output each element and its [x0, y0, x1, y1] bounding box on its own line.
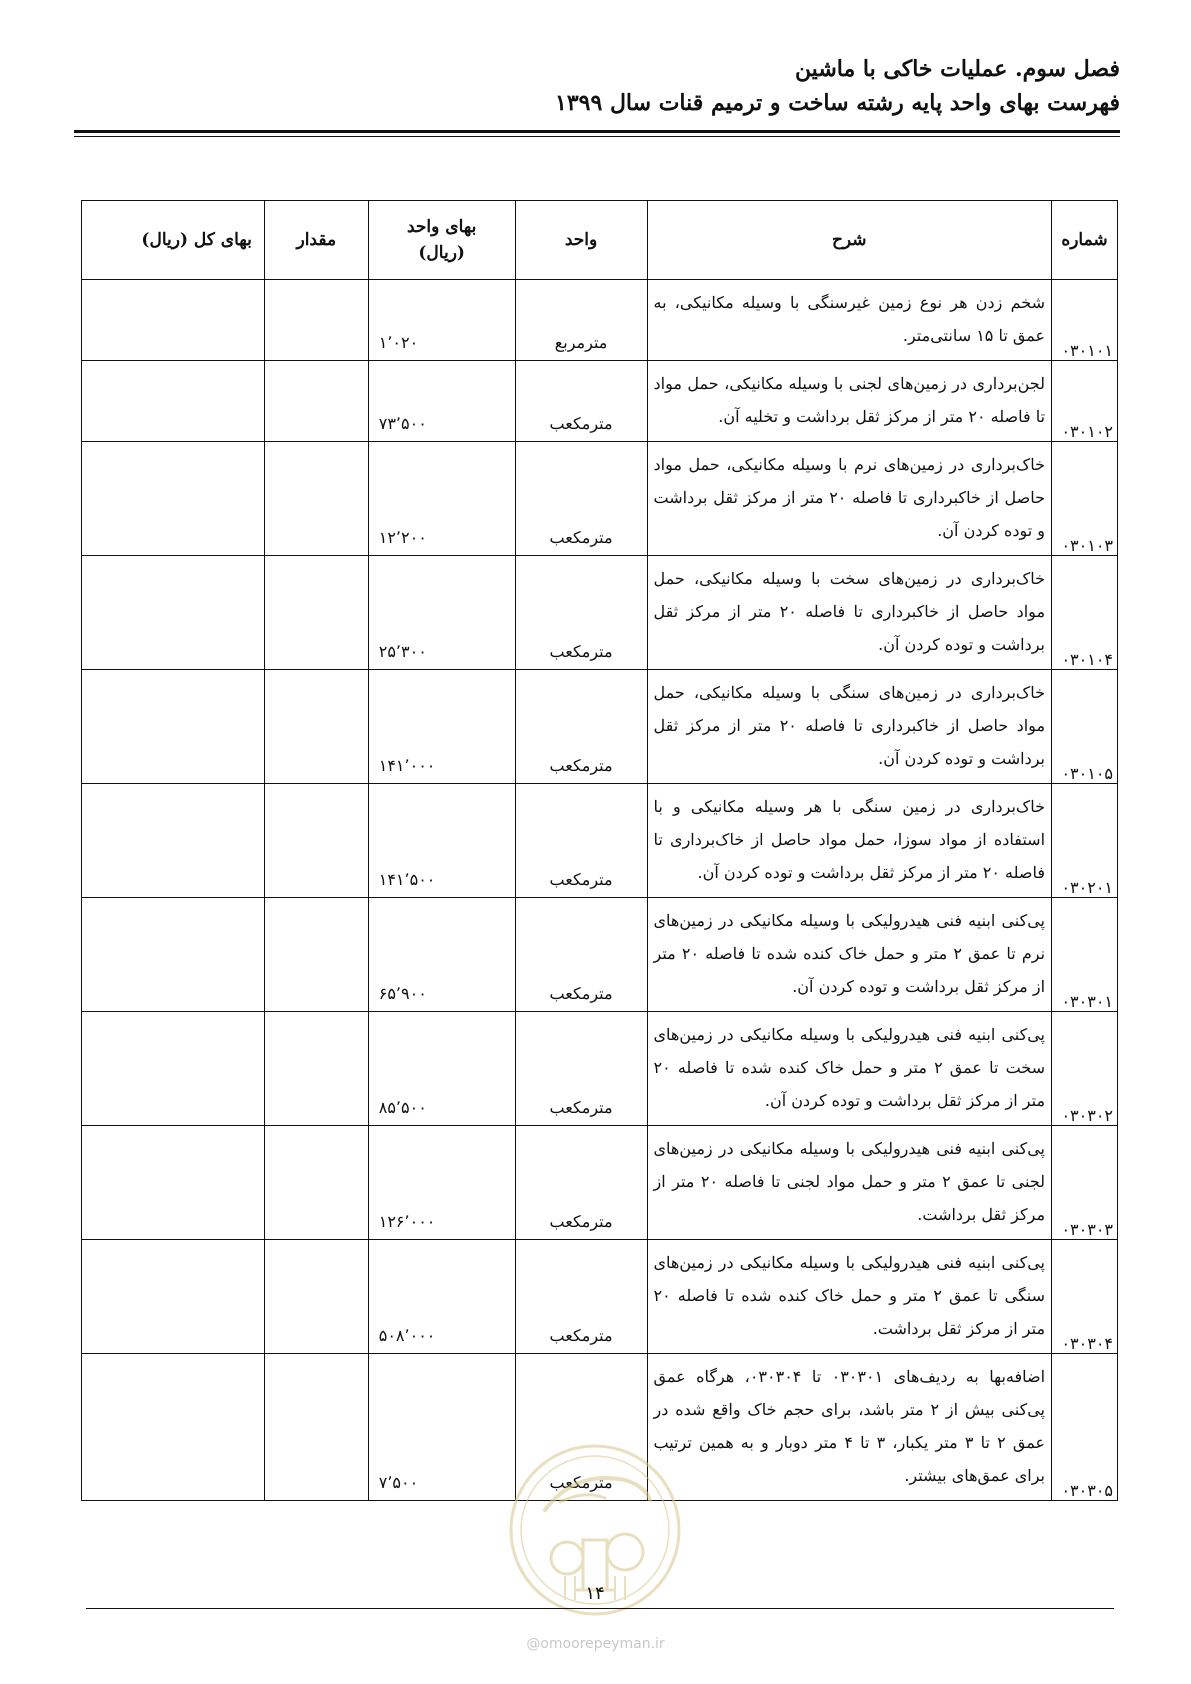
- row-unit: مترمکعب: [515, 1012, 647, 1126]
- row-quantity: [264, 556, 368, 670]
- row-unit: مترمکعب: [515, 898, 647, 1012]
- table-row: [82, 670, 1118, 784]
- row-unit-price: ۱۴۱٬۰۰۰: [368, 670, 515, 784]
- row-unit-price: ۷۳٬۵۰۰: [368, 361, 515, 442]
- row-unit-price: ۱۴۱٬۵۰۰: [368, 784, 515, 898]
- header-divider-thin: [74, 136, 1120, 137]
- row-quantity: [264, 1126, 368, 1240]
- row-unit: مترمکعب: [515, 1354, 647, 1501]
- table-row: [82, 898, 1118, 1012]
- header-divider-thick: [74, 130, 1120, 133]
- row-code: ۰۳۰۱۰۳: [1052, 442, 1118, 556]
- row-code: ۰۳۰۳۰۳: [1052, 1126, 1118, 1240]
- row-unit: مترمکعب: [515, 442, 647, 556]
- row-description: خاک‌برداری در زمین‌های نرم با وسیله مکانیکی، حمل مواد حاصل از خاکبرداری تا فاصله ۲۰ متر از مرکز ثقل برداشت و توده کردن آن.: [647, 442, 1052, 556]
- row-code: ۰۳۰۳۰۲: [1052, 1012, 1118, 1126]
- row-quantity: [264, 361, 368, 442]
- row-code: ۰۳۰۳۰۵: [1052, 1354, 1118, 1501]
- row-quantity: [264, 898, 368, 1012]
- row-description: پی‌کنی ابنیه فنی هیدرولیکی با وسیله مکانیکی در زمین‌های نرم تا عمق ۲ متر و حمل خاک کنده شده تا فاصله ۲۰ متر از مرکز ثقل برداشت و توده کردن آن.: [647, 898, 1052, 1012]
- row-description: شخم زدن هر نوع زمین غیرسنگی با وسیله مکانیکی، به عمق تا ۱۵ سانتی‌متر.: [647, 280, 1052, 361]
- row-description: لجن‌برداری در زمین‌های لجنی با وسیله مکانیکی، حمل مواد تا فاصله ۲۰ متر از مرکز ثقل برداشت و تخلیه آن.: [647, 361, 1052, 442]
- row-description: پی‌کنی ابنیه فنی هیدرولیکی با وسیله مکانیکی در زمین‌های لجنی تا عمق ۲ متر و حمل مواد لجنی تا فاصله ۲۰ متر از مرکز ثقل برداشت.: [647, 1126, 1052, 1240]
- row-total-price: [82, 442, 265, 556]
- row-total-price: [82, 361, 265, 442]
- row-quantity: [264, 670, 368, 784]
- row-description: خاک‌برداری در زمین‌های سنگی با وسیله مکانیکی، حمل مواد حاصل از خاکبرداری تا فاصله ۲۰ متر از مرکز ثقل برداشت و توده کردن آن.: [647, 670, 1052, 784]
- row-code: ۰۳۰۱۰۵: [1052, 670, 1118, 784]
- row-unit-price: ۱۲٬۲۰۰: [368, 442, 515, 556]
- row-description: پی‌کنی ابنیه فنی هیدرولیکی با وسیله مکانیکی در زمین‌های سنگی تا عمق ۲ متر و حمل خاک کنده شده تا فاصله ۲۰ متر از مرکز ثقل برداشت.: [647, 1240, 1052, 1354]
- row-total-price: [82, 1240, 265, 1354]
- row-quantity: [264, 784, 368, 898]
- row-unit-price: ۲۵٬۳۰۰: [368, 556, 515, 670]
- row-unit-price: ۷٬۵۰۰: [368, 1354, 515, 1501]
- header-unit-price: [368, 201, 515, 280]
- table-row: [82, 1126, 1118, 1240]
- row-description: خاک‌برداری در زمین سنگی با هر وسیله مکانیکی و با استفاده از مواد سوزا، حمل مواد حاصل از خاک‌برداری تا فاصله ۲۰ متر از مرکز ثقل برداشت و توده کردن آن.: [647, 784, 1052, 898]
- chapter-title: فصل سوم. عملیات خاکی با ماشین: [794, 56, 1120, 82]
- row-quantity: [264, 1240, 368, 1354]
- row-quantity: [264, 1012, 368, 1126]
- row-description: اضافه‌بها به ردیف‌های ۰۳۰۳۰۱ تا ۰۳۰۳۰۴، هرگاه عمق پی‌کنی بیش از ۲ متر باشد، برای حجم خاک واقع شده در عمق ۲ تا ۳ متر یکبار، ۳ تا ۴ متر دوبار و به همین ترتیب برای عمق‌های بیشتر.: [647, 1354, 1052, 1501]
- row-quantity: [264, 280, 368, 361]
- table-row: [82, 784, 1118, 898]
- table-row: [82, 1012, 1118, 1126]
- row-code: ۰۳۰۱۰۱: [1052, 280, 1118, 361]
- row-code: ۰۳۰۳۰۱: [1052, 898, 1118, 1012]
- table-row: [82, 361, 1118, 442]
- row-unit-price: ۵۰۸٬۰۰۰: [368, 1240, 515, 1354]
- row-total-price: [82, 1354, 265, 1501]
- row-unit-price: ۱۲۶٬۰۰۰: [368, 1126, 515, 1240]
- row-quantity: [264, 442, 368, 556]
- table-header-row: [82, 201, 1118, 280]
- document-title: فهرست بهای واحد پایه رشته ساخت و ترمیم قنات سال ۱۳۹۹: [555, 90, 1120, 116]
- row-unit-price: ۱٬۰۲۰: [368, 280, 515, 361]
- row-total-price: [82, 280, 265, 361]
- row-code: ۰۳۰۱۰۲: [1052, 361, 1118, 442]
- row-unit: مترمکعب: [515, 556, 647, 670]
- row-unit: مترمکعب: [515, 1240, 647, 1354]
- table-row: [82, 1240, 1118, 1354]
- page-number: ۱۴: [585, 1583, 605, 1604]
- header-unit-price-line1: بهای واحد: [407, 217, 477, 237]
- website-watermark: @omoorepeyman.ir: [526, 1636, 665, 1652]
- table-row: [82, 280, 1118, 361]
- row-code: ۰۳۰۲۰۱: [1052, 784, 1118, 898]
- row-total-price: [82, 898, 265, 1012]
- footer-divider: [86, 1608, 1114, 1609]
- row-unit: مترمکعب: [515, 1126, 647, 1240]
- row-description: پی‌کنی ابنیه فنی هیدرولیکی با وسیله مکانیکی در زمین‌های سخت تا عمق ۲ متر و حمل خاک کنده شده تا فاصله ۲۰ متر از مرکز ثقل برداشت و توده کردن آن.: [647, 1012, 1052, 1126]
- table-row: [82, 556, 1118, 670]
- header-total-price: بهای کل (ریال): [82, 201, 265, 280]
- header-unit: واحد: [515, 201, 647, 280]
- header-unit-price-line2: (ریال): [418, 243, 465, 263]
- header-quantity: مقدار: [264, 201, 368, 280]
- row-total-price: [82, 556, 265, 670]
- row-unit-price: ۶۵٬۹۰۰: [368, 898, 515, 1012]
- row-code: ۰۳۰۳۰۴: [1052, 1240, 1118, 1354]
- row-total-price: [82, 1126, 265, 1240]
- row-total-price: [82, 1012, 265, 1126]
- row-unit-price: ۸۵٬۵۰۰: [368, 1012, 515, 1126]
- row-code: ۰۳۰۱۰۴: [1052, 556, 1118, 670]
- header-code: شماره: [1052, 201, 1118, 280]
- table-row: [82, 442, 1118, 556]
- row-unit: مترمکعب: [515, 670, 647, 784]
- row-unit: مترمکعب: [515, 361, 647, 442]
- row-total-price: [82, 784, 265, 898]
- row-unit: مترمربع: [515, 280, 647, 361]
- row-quantity: [264, 1354, 368, 1501]
- row-unit: مترمکعب: [515, 784, 647, 898]
- page-header: [74, 52, 1120, 120]
- row-description: خاک‌برداری در زمین‌های سخت با وسیله مکانیکی، حمل مواد حاصل از خاکبرداری تا فاصله ۲۰ متر از مرکز ثقل برداشت و توده کردن آن.: [647, 556, 1052, 670]
- price-list-table: [81, 200, 1118, 1501]
- header-description: شرح: [647, 201, 1052, 280]
- row-total-price: [82, 670, 265, 784]
